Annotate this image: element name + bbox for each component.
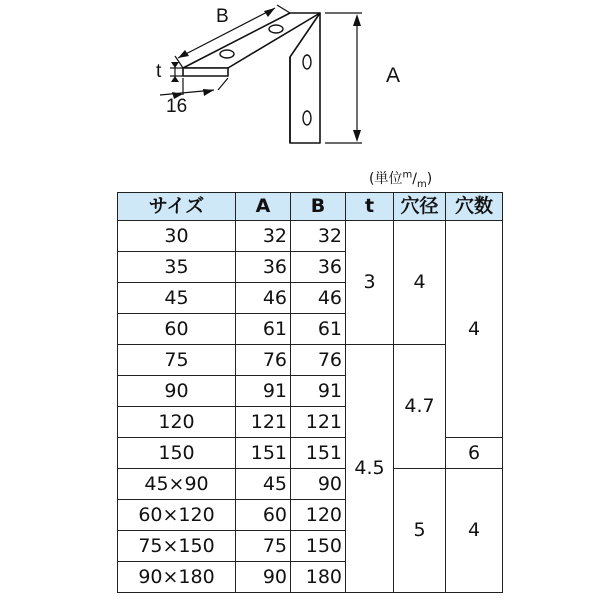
cell-b: 91 [291,376,346,407]
cell-hole-diameter: 4 [394,221,446,345]
cell-b: 151 [291,438,346,469]
cell-t: 3 [346,221,394,345]
cell-a: 121 [236,407,291,438]
cell-hole-diameter: 4.7 [394,345,446,469]
cell-b: 180 [291,562,346,593]
label-a: A [386,64,401,87]
cell-size: 35 [118,252,236,283]
cell-a: 91 [236,376,291,407]
unit-note: (単位$^m/_m$) [369,169,433,190]
header-b: B [291,193,346,221]
cell-a: 61 [236,314,291,345]
header-hole-count: 穴数 [446,193,503,221]
hole-side-1 [303,55,311,69]
cell-b: 32 [291,221,346,252]
cell-size: 150 [118,438,236,469]
cell-size: 75 [118,345,236,376]
cell-a: 75 [236,531,291,562]
header-size: サイズ [118,193,236,221]
cell-size: 90×180 [118,562,236,593]
cell-size: 60×120 [118,500,236,531]
label-t: t [156,61,162,82]
spec-table [117,192,503,593]
cell-a: 45 [236,469,291,500]
table-row [118,221,503,252]
cell-b: 120 [291,500,346,531]
cell-size: 90 [118,376,236,407]
cell-t: 4.5 [346,345,394,593]
header-row [118,193,503,221]
hole-top-2 [269,25,283,33]
cell-b: 61 [291,314,346,345]
cell-a: 32 [236,221,291,252]
cell-a: 151 [236,438,291,469]
cell-b: 121 [291,407,346,438]
cell-size: 30 [118,221,236,252]
cell-b: 36 [291,252,346,283]
cell-hole-count: 6 [446,438,503,469]
cell-a: 60 [236,500,291,531]
table-row [118,469,503,500]
header-a: A [236,193,291,221]
cell-a: 46 [236,283,291,314]
cell-hole-count: 4 [446,469,503,593]
cell-b: 46 [291,283,346,314]
cell-a: 36 [236,252,291,283]
cell-b: 150 [291,531,346,562]
table-row [118,438,503,469]
bracket-drawing [0,0,600,170]
hole-top-1 [220,50,234,58]
cell-a: 76 [236,345,291,376]
header-hole-diameter: 穴径 [394,193,446,221]
thickness-face [183,68,228,76]
cell-size: 45 [118,283,236,314]
cell-size: 60 [118,314,236,345]
label-16: 16 [166,96,188,117]
table-row [118,345,503,376]
cell-size: 120 [118,407,236,438]
cell-a: 90 [236,562,291,593]
cell-size: 45×90 [118,469,236,500]
cell-hole-diameter: 5 [394,469,446,593]
cell-b: 90 [291,469,346,500]
header-t: t [346,193,394,221]
hole-side-2 [303,111,311,125]
cell-b: 76 [291,345,346,376]
cell-hole-count: 4 [446,221,503,438]
bracket-diagram [0,0,600,170]
cell-size: 75×150 [118,531,236,562]
label-b: B [216,6,229,27]
